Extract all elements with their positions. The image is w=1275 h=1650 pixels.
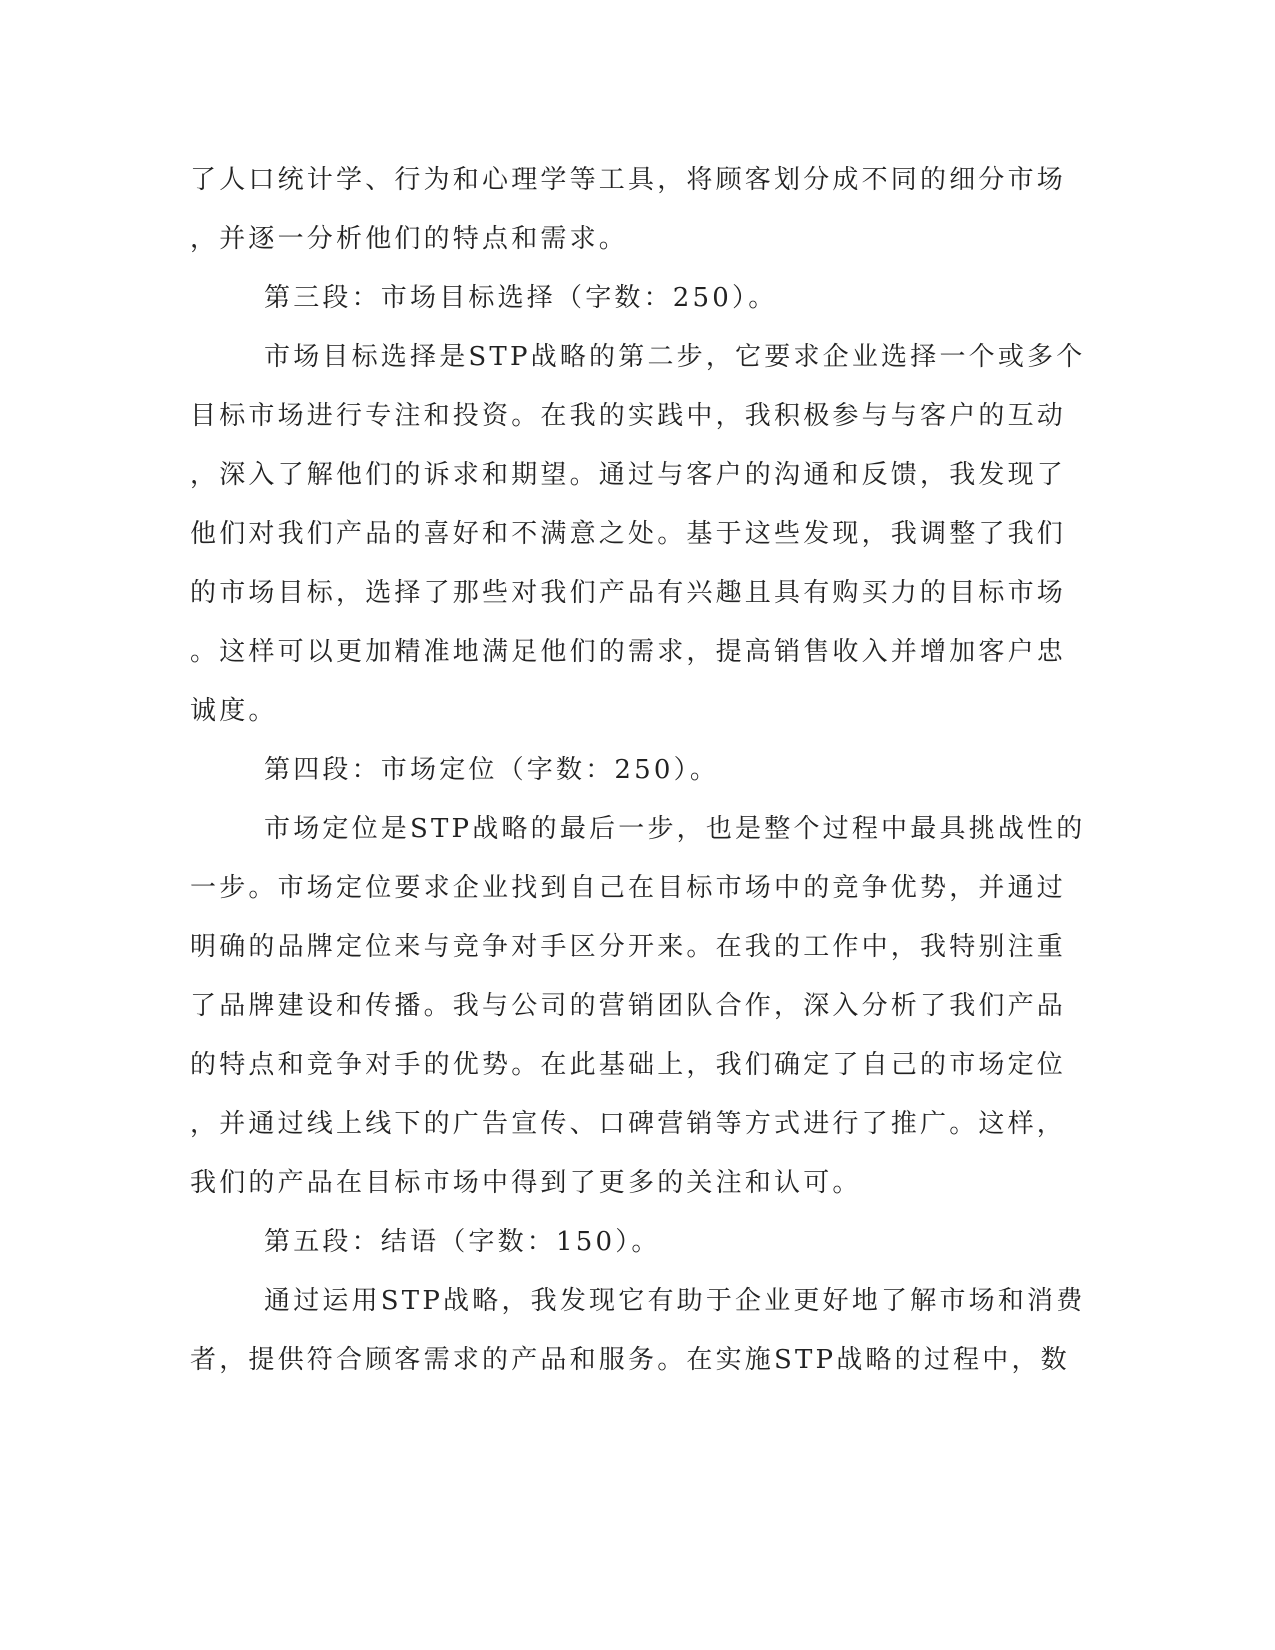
text-line: 的特点和竞争对手的优势。在此基础上，我们确定了自己的市场定位 <box>190 1050 1067 1080</box>
section-heading: 第五段：结语（字数：150）。 <box>264 1227 661 1257</box>
text-line: 他们对我们产品的喜好和不满意之处。基于这些发现，我调整了我们 <box>190 519 1067 549</box>
text-line: ，并通过线上线下的广告宣传、口碑营销等方式进行了推广。这样， <box>190 1109 1067 1139</box>
text-line: 的市场目标，选择了那些对我们产品有兴趣且具有购买力的目标市场 <box>190 578 1067 608</box>
text-line: 明确的品牌定位来与竞争对手区分开来。在我的工作中，我特别注重 <box>190 932 1067 962</box>
text-line: 诚度。 <box>190 696 278 726</box>
section-heading: 第四段：市场定位（字数：250）。 <box>264 755 720 785</box>
text-line: 了人口统计学、行为和心理学等工具，将顾客划分成不同的细分市场 <box>190 165 1067 195</box>
text-line: 我们的产品在目标市场中得到了更多的关注和认可。 <box>190 1168 862 1198</box>
text-line: 了品牌建设和传播。我与公司的营销团队合作，深入分析了我们产品 <box>190 991 1067 1021</box>
text-line: 通过运用STP战略，我发现它有助于企业更好地了解市场和消费 <box>264 1286 1086 1316</box>
text-line: 者，提供符合顾客需求的产品和服务。在实施STP战略的过程中，数 <box>190 1345 1070 1375</box>
text-line: 市场定位是STP战略的最后一步，也是整个过程中最具挑战性的 <box>264 814 1086 844</box>
text-line: 目标市场进行专注和投资。在我的实践中，我积极参与与客户的互动 <box>190 401 1067 431</box>
text-line: 。这样可以更加精准地满足他们的需求，提高销售收入并增加客户忠 <box>190 637 1067 667</box>
text-line: 一步。市场定位要求企业找到自己在目标市场中的竞争优势，并通过 <box>190 873 1067 903</box>
text-line: 市场目标选择是STP战略的第二步，它要求企业选择一个或多个 <box>264 342 1086 372</box>
text-line: ，并逐一分析他们的特点和需求。 <box>190 224 629 254</box>
text-line: ，深入了解他们的诉求和期望。通过与客户的沟通和反馈，我发现了 <box>190 460 1067 490</box>
section-heading: 第三段：市场目标选择（字数：250）。 <box>264 283 778 313</box>
